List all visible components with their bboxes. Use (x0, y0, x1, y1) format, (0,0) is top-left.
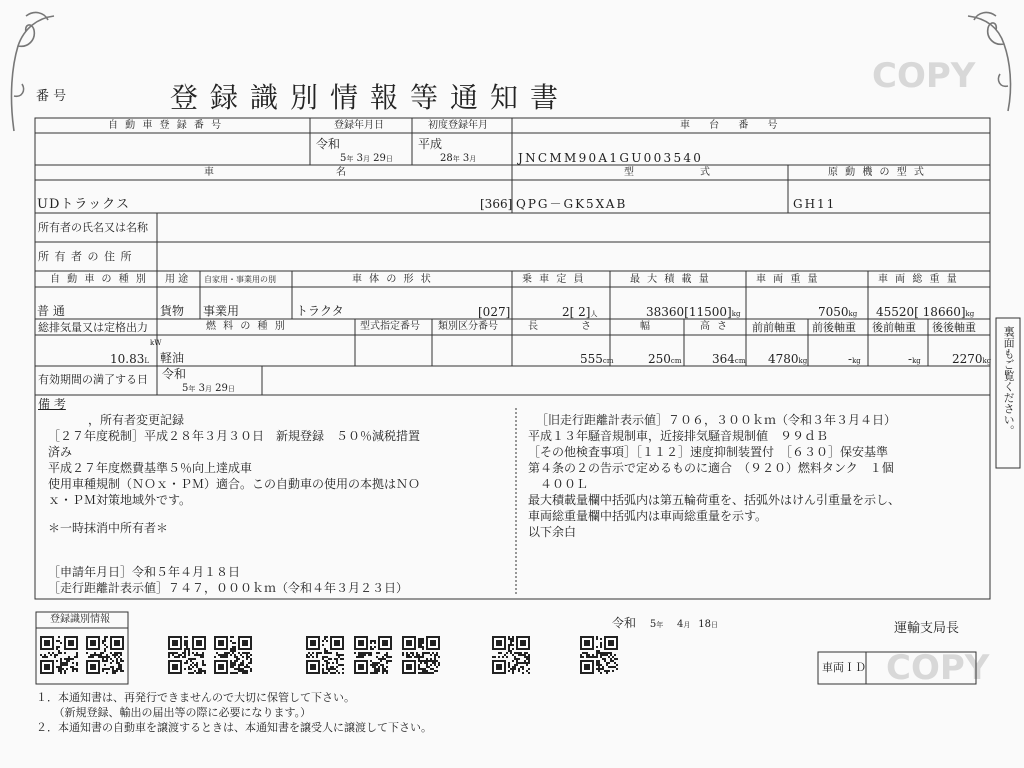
qr-code (492, 636, 530, 674)
reg-number-label: 自 動 車 登 録 番 号 (108, 120, 224, 131)
ff-axle: 4780kg (768, 352, 808, 366)
remarks-line: ＊一時抹消中所有者＊ (48, 521, 169, 535)
engine-model-label: 原 動 機 の 型 式 (828, 167, 926, 178)
height-label: 高 さ (700, 321, 730, 332)
max-load: 38360[11500]kg (646, 305, 741, 319)
car-name: UDトラックス (37, 197, 130, 212)
fuel-type: 軽油 (160, 351, 185, 365)
remarks-line (48, 508, 420, 520)
remarks-line: 済み (48, 445, 73, 459)
type-designation-label: 型式指定番号 (360, 321, 420, 332)
first-reg-era: 平成 (418, 137, 443, 151)
qr-code (580, 636, 618, 674)
rf-axle: -kg (908, 352, 921, 366)
application-date: ［申請年月日］令和５年４月１８日 (48, 565, 241, 579)
remarks-line: 車両総重量欄中括弧内は車両総重量を示す。 (528, 509, 768, 523)
owner-name-label: 所有者の氏名又は名称 (38, 221, 148, 234)
remarks-right (528, 412, 900, 540)
rf-axle-label: 後前軸重 (872, 321, 916, 334)
length-label: 長 さ (528, 321, 612, 332)
vehicle-id-label: 車両ＩＤ (822, 661, 866, 674)
expiry-era: 令和 (162, 367, 187, 381)
width: 250cm (648, 352, 682, 366)
registration-info-label: 登録識別情報 (50, 614, 110, 625)
model-label-1: 型 (624, 167, 636, 178)
remarks-line: 使用車種規制（ＮＯｘ・ＰＭ）適合。この自動車の使用の本拠はＮＯ (48, 477, 421, 491)
reg-year: 5 (340, 153, 347, 164)
displacement-unit-kw: kW (150, 339, 162, 347)
expiry-date: 5年 3月 29日 (182, 383, 235, 394)
max-load-label: 最 大 積 載 量 (630, 274, 711, 285)
model-label-2: 式 (700, 167, 712, 178)
remarks-line: ［２７年度税制］平成２８年３月３０日 新規登録 ５０％減税措置 (48, 429, 421, 443)
gross-weight: 45520[ 18660]kg (876, 305, 975, 319)
kind-label: 自 動 車 の 種 別 (50, 274, 148, 285)
side-note: 裏面もご覧ください。 (1002, 326, 1016, 436)
remarks-line: 平成１３年騒音規制車，近接排気騒音規制値 ９９ｄＢ (528, 429, 829, 443)
capacity: 2[ 2]人 (562, 305, 598, 319)
footer-note: （新規登録、輸出の届出等の際に必要になります。） (48, 706, 312, 719)
model: QPG－GK5XAB (516, 197, 628, 211)
chassis-label: 車 台 番 号 (680, 120, 786, 131)
width-label: 幅 (640, 321, 652, 332)
qr-code (354, 636, 392, 674)
remarks-left-bottom (48, 564, 408, 596)
qr-code (402, 636, 440, 674)
odometer: ［走行距離計表示値］７４７，０００ｋｍ（令和４年３月２３日） (48, 581, 409, 595)
body-shape: トラクタ (296, 304, 344, 318)
capacity-label: 乗 車 定 員 (522, 274, 586, 285)
fr-axle: -kg (848, 352, 861, 366)
reg-month: 3 (356, 153, 363, 164)
remarks-line: ４００Ｌ (528, 477, 589, 491)
chassis-number: JNCMM90A1GU003540 (518, 151, 704, 165)
number-label: 番 号 (36, 89, 67, 104)
body-shape-label: 車 体 の 形 状 (352, 274, 433, 285)
issue-date: 令和 5年 4月 18日 (612, 616, 718, 630)
car-name-code: [366] (480, 197, 513, 211)
remarks-line: ［旧走行距離計表示値］７０６，３００ｋｍ（令和３年３月４日） (536, 413, 897, 427)
car-name-label-2: 名 (336, 167, 348, 178)
qr-code (214, 636, 252, 674)
fr-axle-label: 前後軸重 (812, 321, 856, 334)
expiry-label: 有効期間の満了する日 (38, 373, 148, 386)
vehicle-kind: 普 通 (37, 304, 65, 318)
first-reg-label: 初度登録年月 (428, 120, 488, 131)
body-code: [027] (478, 305, 511, 319)
footer-notes (36, 690, 432, 735)
owner-address-label: 所 有 者 の 住 所 (38, 250, 133, 263)
qr-code (306, 636, 344, 674)
qr-code (40, 636, 78, 674)
gross-weight-label: 車 両 総 重 量 (878, 274, 959, 285)
copy-watermark-top: COPY (872, 56, 976, 96)
remarks-left (48, 412, 420, 536)
remarks-line: 第４条の２の告示で定めるものに適合 （９２０）燃料タンク １個 (528, 461, 894, 475)
category-label: 類別区分番号 (438, 321, 498, 332)
vehicle-use: 貨物 (160, 304, 185, 318)
remarks-line: ［その他検査事項］［１１２］速度抑制装置付 ［６３０］保安基準 (528, 445, 889, 459)
reg-era: 令和 (316, 137, 341, 151)
remarks-line: 最大積載量欄中括弧内は第五輪荷重を、括弧外はけん引重量を示し、 (528, 493, 901, 507)
issuer: 運輸支局長 (894, 621, 960, 636)
rr-axle: 2270kg (952, 352, 992, 366)
footer-note: ２．本通知書の自動車を譲渡するときは、本通知書を譲受人に譲渡して下さい。 (36, 721, 432, 734)
footer-note: １．本通知書は、再発行できませんので大切に保管して下さい。 (36, 691, 355, 704)
length: 555cm (580, 352, 614, 366)
private-business: 事業用 (203, 304, 240, 318)
weight-label: 車 両 重 量 (756, 274, 820, 285)
reg-date: 5年 3月 29日 (340, 153, 393, 164)
qr-code (86, 636, 124, 674)
remarks-line: 以下余白 (528, 525, 577, 539)
remarks-label: 備 考 (38, 397, 66, 411)
qr-code (168, 636, 206, 674)
height: 364cm (712, 352, 746, 366)
use-label: 用 途 (165, 274, 189, 285)
first-reg-date: 28年 3月 (440, 153, 477, 164)
displacement-label: 総排気量又は定格出力 (38, 321, 148, 334)
remarks-line: 平成２７年度燃費基準５％向上達成車 (48, 461, 253, 475)
engine-model: GH11 (793, 197, 837, 211)
reg-day: 29 (373, 153, 386, 164)
private-label: 自家用・事業用の別 (204, 275, 276, 284)
document-title: 登録識別情報等通知書 (170, 81, 571, 114)
ff-axle-label: 前前軸重 (752, 321, 796, 334)
fuel-label: 燃 料 の 種 別 (206, 321, 287, 332)
rr-axle-label: 後後軸重 (932, 321, 976, 334)
car-name-label-1: 車 (204, 167, 216, 178)
reg-date-label: 登録年月日 (334, 120, 384, 131)
copy-watermark-bottom: COPY (886, 648, 990, 688)
remarks-line: ｘ・ＰＭ対策地域外です。 (48, 493, 192, 507)
displacement: 10.83L (110, 352, 150, 366)
remarks-line: ，所有者変更記録 (88, 413, 185, 427)
vehicle-weight: 7050kg (818, 305, 858, 319)
